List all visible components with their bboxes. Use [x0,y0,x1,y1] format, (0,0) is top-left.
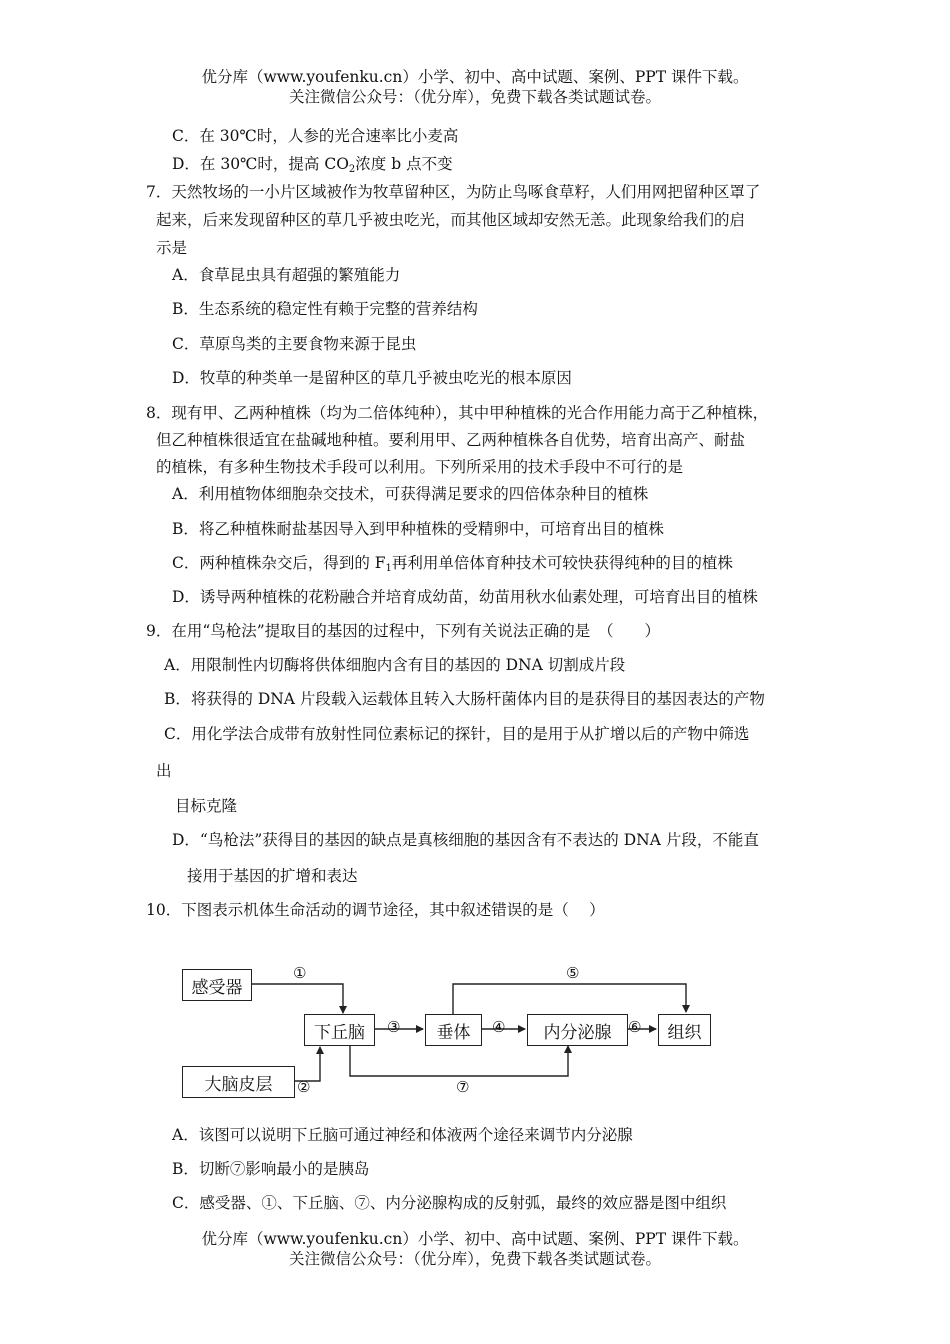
node-tissue: 组织 [658,1014,711,1046]
arrow-1 [250,984,343,1013]
q7-stem-line-3: 示是 [156,239,188,257]
header-line-1: 优分库（www.youfenku.cn）小学、初中、高中试题、案例、PPT 课件下载。 [201,68,749,86]
q9-option-c-line-2: 出 [156,762,172,780]
q9-option-d-line-2: 接用于基因的扩增和表达 [187,867,358,885]
regulation-pathway-diagram [170,955,730,1105]
node-pituitary: 垂体 [425,1014,482,1046]
q9-stem: 9．在用“鸟枪法”提取目的基因的过程中，下列有关说法正确的是 （ ） [146,622,660,640]
q6-option-d-text: D．在 30℃时，提高 CO [172,155,349,173]
label-3: ③ [387,1018,401,1036]
q10-option-c: C．感受器、①、下丘脑、⑦、内分泌腺构成的反射弧，最终的效应器是图中组织 [172,1194,727,1212]
q9-option-a: A．用限制性内切酶将供体细胞内含有目的基因的 DNA 切割成片段 [164,656,626,674]
footer-line-2: 关注微信公众号：（优分库），免费下载各类试题试卷。 [288,1250,661,1268]
q8-option-b: B．将乙种植株耐盐基因导入到甲种植株的受精卵中，可培育出目的植株 [172,520,664,538]
q8-option-c-subscript: 1 [385,563,392,574]
q6-option-c: C．在 30℃时，人参的光合速率比小麦高 [172,127,459,145]
node-endocrine-gland: 内分泌腺 [527,1014,628,1046]
q6-option-d-subscript: 2 [348,164,356,175]
label-6: ⑥ [628,1018,642,1036]
label-7: ⑦ [456,1078,470,1096]
q7-stem-line-1: 7．天然牧场的一小片区域被作为牧草留种区，为防止鸟啄食草籽，人们用网把留种区罩了 [146,183,761,201]
q8-option-c-text-end: 再利用单倍体育种技术可较快获得纯种的目的植株 [391,554,733,572]
q10-option-a: A．该图可以说明下丘脑可通过神经和体液两个途径来调节内分泌腺 [172,1126,633,1144]
node-receptor: 感受器 [182,969,252,1001]
node-hypothalamus: 下丘脑 [304,1014,375,1046]
q10-stem: 10．下图表示机体生命活动的调节途径，其中叙述错误的是（ ） [146,901,605,919]
q9-option-d-line-1: D．“鸟枪法”获得目的基因的缺点是真核细胞的基因含有不表达的 DNA 片段，不能直 [172,831,759,849]
footer-line-1: 优分库（www.youfenku.cn）小学、初中、高中试题、案例、PPT 课件下载。 [201,1230,749,1248]
arrow-5 [453,984,686,1014]
header-line-2: 关注微信公众号：（优分库），免费下载各类试题试卷。 [288,88,661,106]
q8-stem-line-2: 但乙种植株很适宜在盐碱地种植。要利用甲、乙两种植株各自优势，培育出高产、耐盐 [156,431,746,449]
node-cerebral-cortex: 大脑皮层 [182,1066,295,1098]
q6-option-d [172,154,453,180]
q7-stem-line-2: 起来，后来发现留种区的草几乎被虫吃光，而其他区域却安然无恙。此现象给我们的启 [156,211,746,229]
q8-option-c-text: C．两种植株杂交后，得到的 F [172,554,386,572]
q7-option-a: A．食草昆虫具有超强的繁殖能力 [172,266,401,284]
arrow-2 [293,1047,320,1081]
label-1: ① [293,964,307,982]
q8-option-c [172,553,733,579]
q8-option-d: D．诱导两种植株的花粉融合并培育成幼苗，幼苗用秋水仙素处理，可培育出目的植株 [172,588,758,606]
q8-stem-line-1: 8．现有甲、乙两种植株（均为二倍体纯种），其中甲种植株的光合作用能力高于乙种植株， [146,404,769,422]
q8-option-a: A．利用植物体细胞杂交技术，可获得满足要求的四倍体杂种目的植株 [172,485,649,503]
q10-option-b: B．切断⑦影响最小的是胰岛 [172,1160,370,1178]
q9-option-c-line-3: 目标克隆 [175,797,238,815]
arrow-7 [350,1044,568,1076]
label-5: ⑤ [566,964,580,982]
q7-option-d: D．牧草的种类单一是留种区的草几乎被虫吃光的根本原因 [172,369,572,387]
q9-option-b: B．将获得的 DNA 片段载入运载体且转入大肠杆菌体内目的是获得目的基因表达的产物 [164,690,765,708]
q7-option-c: C．草原鸟类的主要食物来源于昆虫 [172,335,417,353]
q9-option-c-line-1: C．用化学法合成带有放射性同位素标记的探针，目的是用于从扩增以后的产物中筛选 [164,725,750,743]
q8-stem-line-3: 的植株，有多种生物技术手段可以利用。下列所采用的技术手段中不可行的是 [156,458,684,476]
label-4: ④ [492,1018,506,1036]
q7-option-b: B．生态系统的稳定性有赖于完整的营养结构 [172,300,478,318]
q6-option-d-text-end: 浓度 b 点不变 [355,155,453,173]
label-2: ② [297,1078,311,1096]
